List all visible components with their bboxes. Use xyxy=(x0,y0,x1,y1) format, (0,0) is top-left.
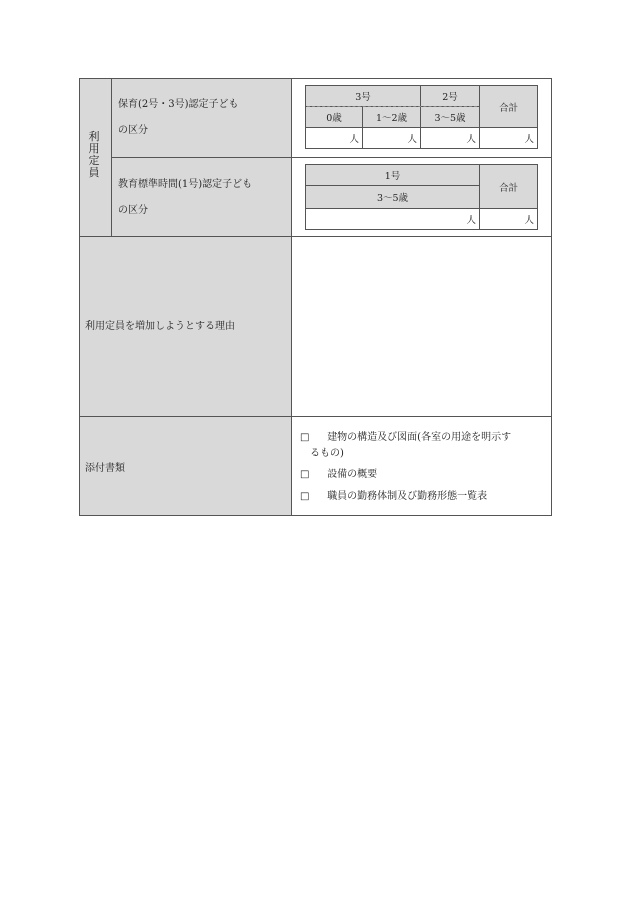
attachment-item-1-text-line2: るもの) xyxy=(310,448,344,459)
row2-label-line2: の区分 xyxy=(118,205,148,216)
vertical-char: 定 xyxy=(88,154,100,167)
attachment-item-3[interactable] xyxy=(300,490,487,504)
header-2gou: 2号 xyxy=(420,85,480,107)
sub-age-0: 0歳 xyxy=(305,106,363,128)
row1-label-line2: の区分 xyxy=(118,125,148,136)
attachment-item-2[interactable] xyxy=(300,468,377,482)
sub-age-3-5: 3〜5歳 xyxy=(420,106,480,128)
attachment-item-1-continued xyxy=(310,447,344,461)
attachments-label: 添付書類 xyxy=(85,463,125,474)
row2-label-cell xyxy=(111,157,292,237)
reason-input-area[interactable] xyxy=(291,236,552,417)
checkbox-icon[interactable]: □ xyxy=(300,491,310,502)
input-total-row1[interactable]: 人 xyxy=(479,127,538,149)
header-total-row1: 合計 xyxy=(479,85,538,128)
row1-label-cell xyxy=(111,78,292,158)
header-total-row2: 合計 xyxy=(479,164,538,209)
vertical-char: 利 xyxy=(88,130,100,143)
checkbox-icon[interactable]: □ xyxy=(300,432,310,443)
header-divider xyxy=(307,106,477,107)
attachment-item-1[interactable] xyxy=(300,431,511,445)
input-age-3-5[interactable]: 人 xyxy=(420,127,480,149)
input-age-0[interactable]: 人 xyxy=(305,127,363,149)
row1-label-line1: 保育(2号・3号)認定子ども xyxy=(118,99,239,110)
input-3-5-row2[interactable]: 人 xyxy=(305,208,480,230)
input-total-row2[interactable]: 人 xyxy=(479,208,538,230)
attachment-item-3-text: 職員の勤務体制及び勤務形態一覧表 xyxy=(327,491,488,502)
checkbox-icon[interactable]: □ xyxy=(300,469,310,480)
reason-label: 利用定員を増加しようとする理由 xyxy=(85,321,235,332)
header-3gou: 3号 xyxy=(305,85,421,107)
vertical-char: 員 xyxy=(88,166,100,179)
sub-age-1-2: 1〜2歳 xyxy=(362,106,421,128)
sub-age-3-5-row2: 3〜5歳 xyxy=(305,185,480,209)
input-age-1-2[interactable]: 人 xyxy=(362,127,421,149)
attachment-item-1-text: 建物の構造及び図面(各室の用途を明示す xyxy=(327,432,512,443)
header-1gou: 1号 xyxy=(305,164,480,186)
row2-label-line1: 教育標準時間(1号)認定子ども xyxy=(118,179,253,190)
vertical-char: 用 xyxy=(88,142,100,155)
attachment-item-2-text: 設備の概要 xyxy=(327,469,378,480)
capacity-vertical-label xyxy=(88,131,100,179)
